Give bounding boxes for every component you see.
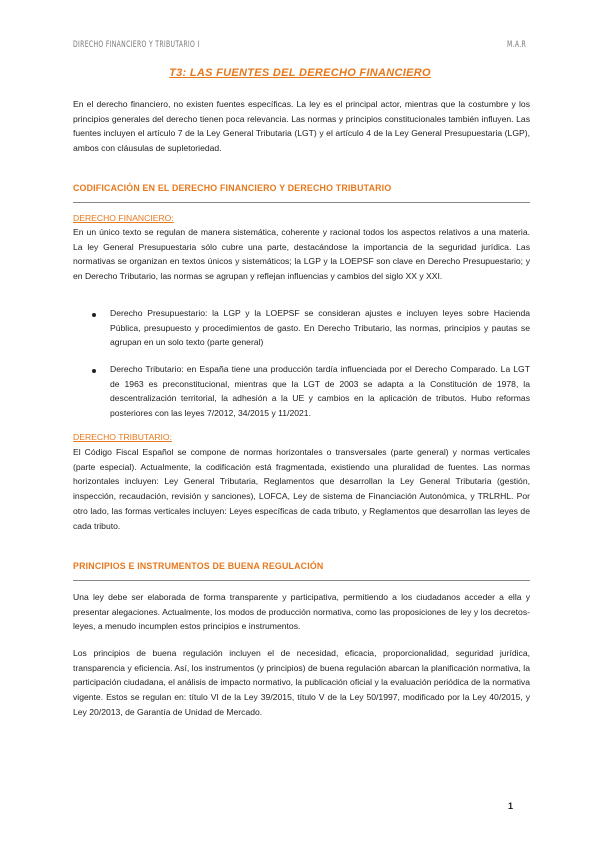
section-heading-buena-regulacion: PRINCIPIOS E INSTRUMENTOS DE BUENA REGULACIÓN — [73, 561, 324, 571]
derecho-financiero-paragraph: En un único texto se regulan de manera sistemática, coherente y racional todos los aspectos relativos a una materia. La ley General Presupuestaria sólo cubre una parte, destacándose la importancia de la seguridad jurídica. Las normativas se organizan en textos únicos y sistemáticos; la LGP y la LOEPSF son clave en Derecho Presupuestario; y en Derecho Tributario, las normas se agrupan y reflejan influencias y cambios del siglo XX y XXI. — [73, 227, 530, 282]
section-divider — [73, 580, 530, 581]
bullet-dot — [92, 313, 96, 317]
page-number: 1 — [508, 801, 514, 811]
bullet-dot — [92, 369, 96, 373]
subheading-derecho-tributario: DERECHO TRIBUTARIO: — [73, 432, 172, 442]
document-title: T3: LAS FUENTES DEL DERECHO FINANCIERO — [169, 67, 431, 79]
buena-regulacion-paragraph-1: Una ley debe ser elaborada de forma transparente y participativa, permitiendo a los ciudadanos acceder a ella y presentar alegaciones. Actualmente, los modos de producción normativa, como las proposiciones de ley y los decretos-leyes, a menudo incumplen estos principios e instrumentos. — [73, 592, 530, 632]
derecho-tributario-paragraph: El Código Fiscal Español se compone de normas horizontales o transversales (parte general) y normas verticales (parte especial). Actualmente, la codificación está fragmentada, existiendo una pluralidad de fuentes. Las normas horizontales incluyen: Ley General Tributaria, Reglamentos que desarrollan la Ley General Tributaria (gestión, inspección, recaudación, revisión y sanciones), LOFCA, Ley de sistema de Financiación Autonómica, y TRLRHL. Por otro lado, las formas verticales incluyen: Leyes específicas de cada tributo, y Reglamentos que desarrollan las leyes de cada tributo. — [73, 447, 530, 531]
bullet-tributario: Derecho Tributario: en España tiene una producción tardía influenciada por el Derecho Comparado. La LGT de 1963 es preconstitucional, mientras que la LGT de 2003 se adapta a la Constitución de 1978, la descentralización territorial, la adhesión a la UE y cambios en la aplicación de tributos. Hubo reformas posteriores con las leyes 7/2012, 34/2015 y 11/2021. — [110, 364, 530, 419]
header-author: M.A.R — [507, 40, 527, 50]
buena-regulacion-paragraph-2: Los principios de buena regulación incluyen el de necesidad, eficacia, proporcionalidad, seguridad jurídica, transparencia y eficiencia. Así, los instrumentos (y principios) de buena regulación abarcan la planificación normativa, la participación ciudadana, el análisis de impacto normativo, la publicación oficial y la evaluación periódica de la normativa vigente. Estos se regulan en: título VI de la Ley 39/2015, título V de la Ley 50/1997, modificado por la Ley 40/2015, y Ley 20/2013, de Garantía de Unidad de Mercado. — [73, 648, 530, 717]
subheading-derecho-financiero: DERECHO FINANCIERO: — [73, 213, 174, 223]
bullet-presupuestario: Derecho Presupuestario: la LGP y la LOEPSF se consideran ajustes e incluyen leyes sobre Hacienda Pública, presupuesto y procedimientos de gasto. En Derecho Tributario, las normas, principios y pautas se agrupan en un solo texto (parte general) — [110, 308, 530, 348]
intro-paragraph: En el derecho financiero, no existen fuentes específicas. La ley es el principal actor, mientras que la costumbre y los principios generales del derecho tienen poca relevancia. Las normas y principios constitucionales también influyen. Las fuentes incluyen el artículo 7 de la Ley General Tributaria (LGT) y el artículo 4 de la Ley General Presupuestaria (LGP), ambos con cláusulas de supletoriedad. — [73, 99, 530, 154]
section-divider — [73, 202, 530, 203]
section-heading-codificacion: CODIFICACIÓN EN EL DERECHO FINANCIERO Y DERECHO TRIBUTARIO — [73, 183, 392, 193]
header-course: DIRECHO FINANCIERO Y TRIBUTARIO I — [73, 40, 200, 50]
